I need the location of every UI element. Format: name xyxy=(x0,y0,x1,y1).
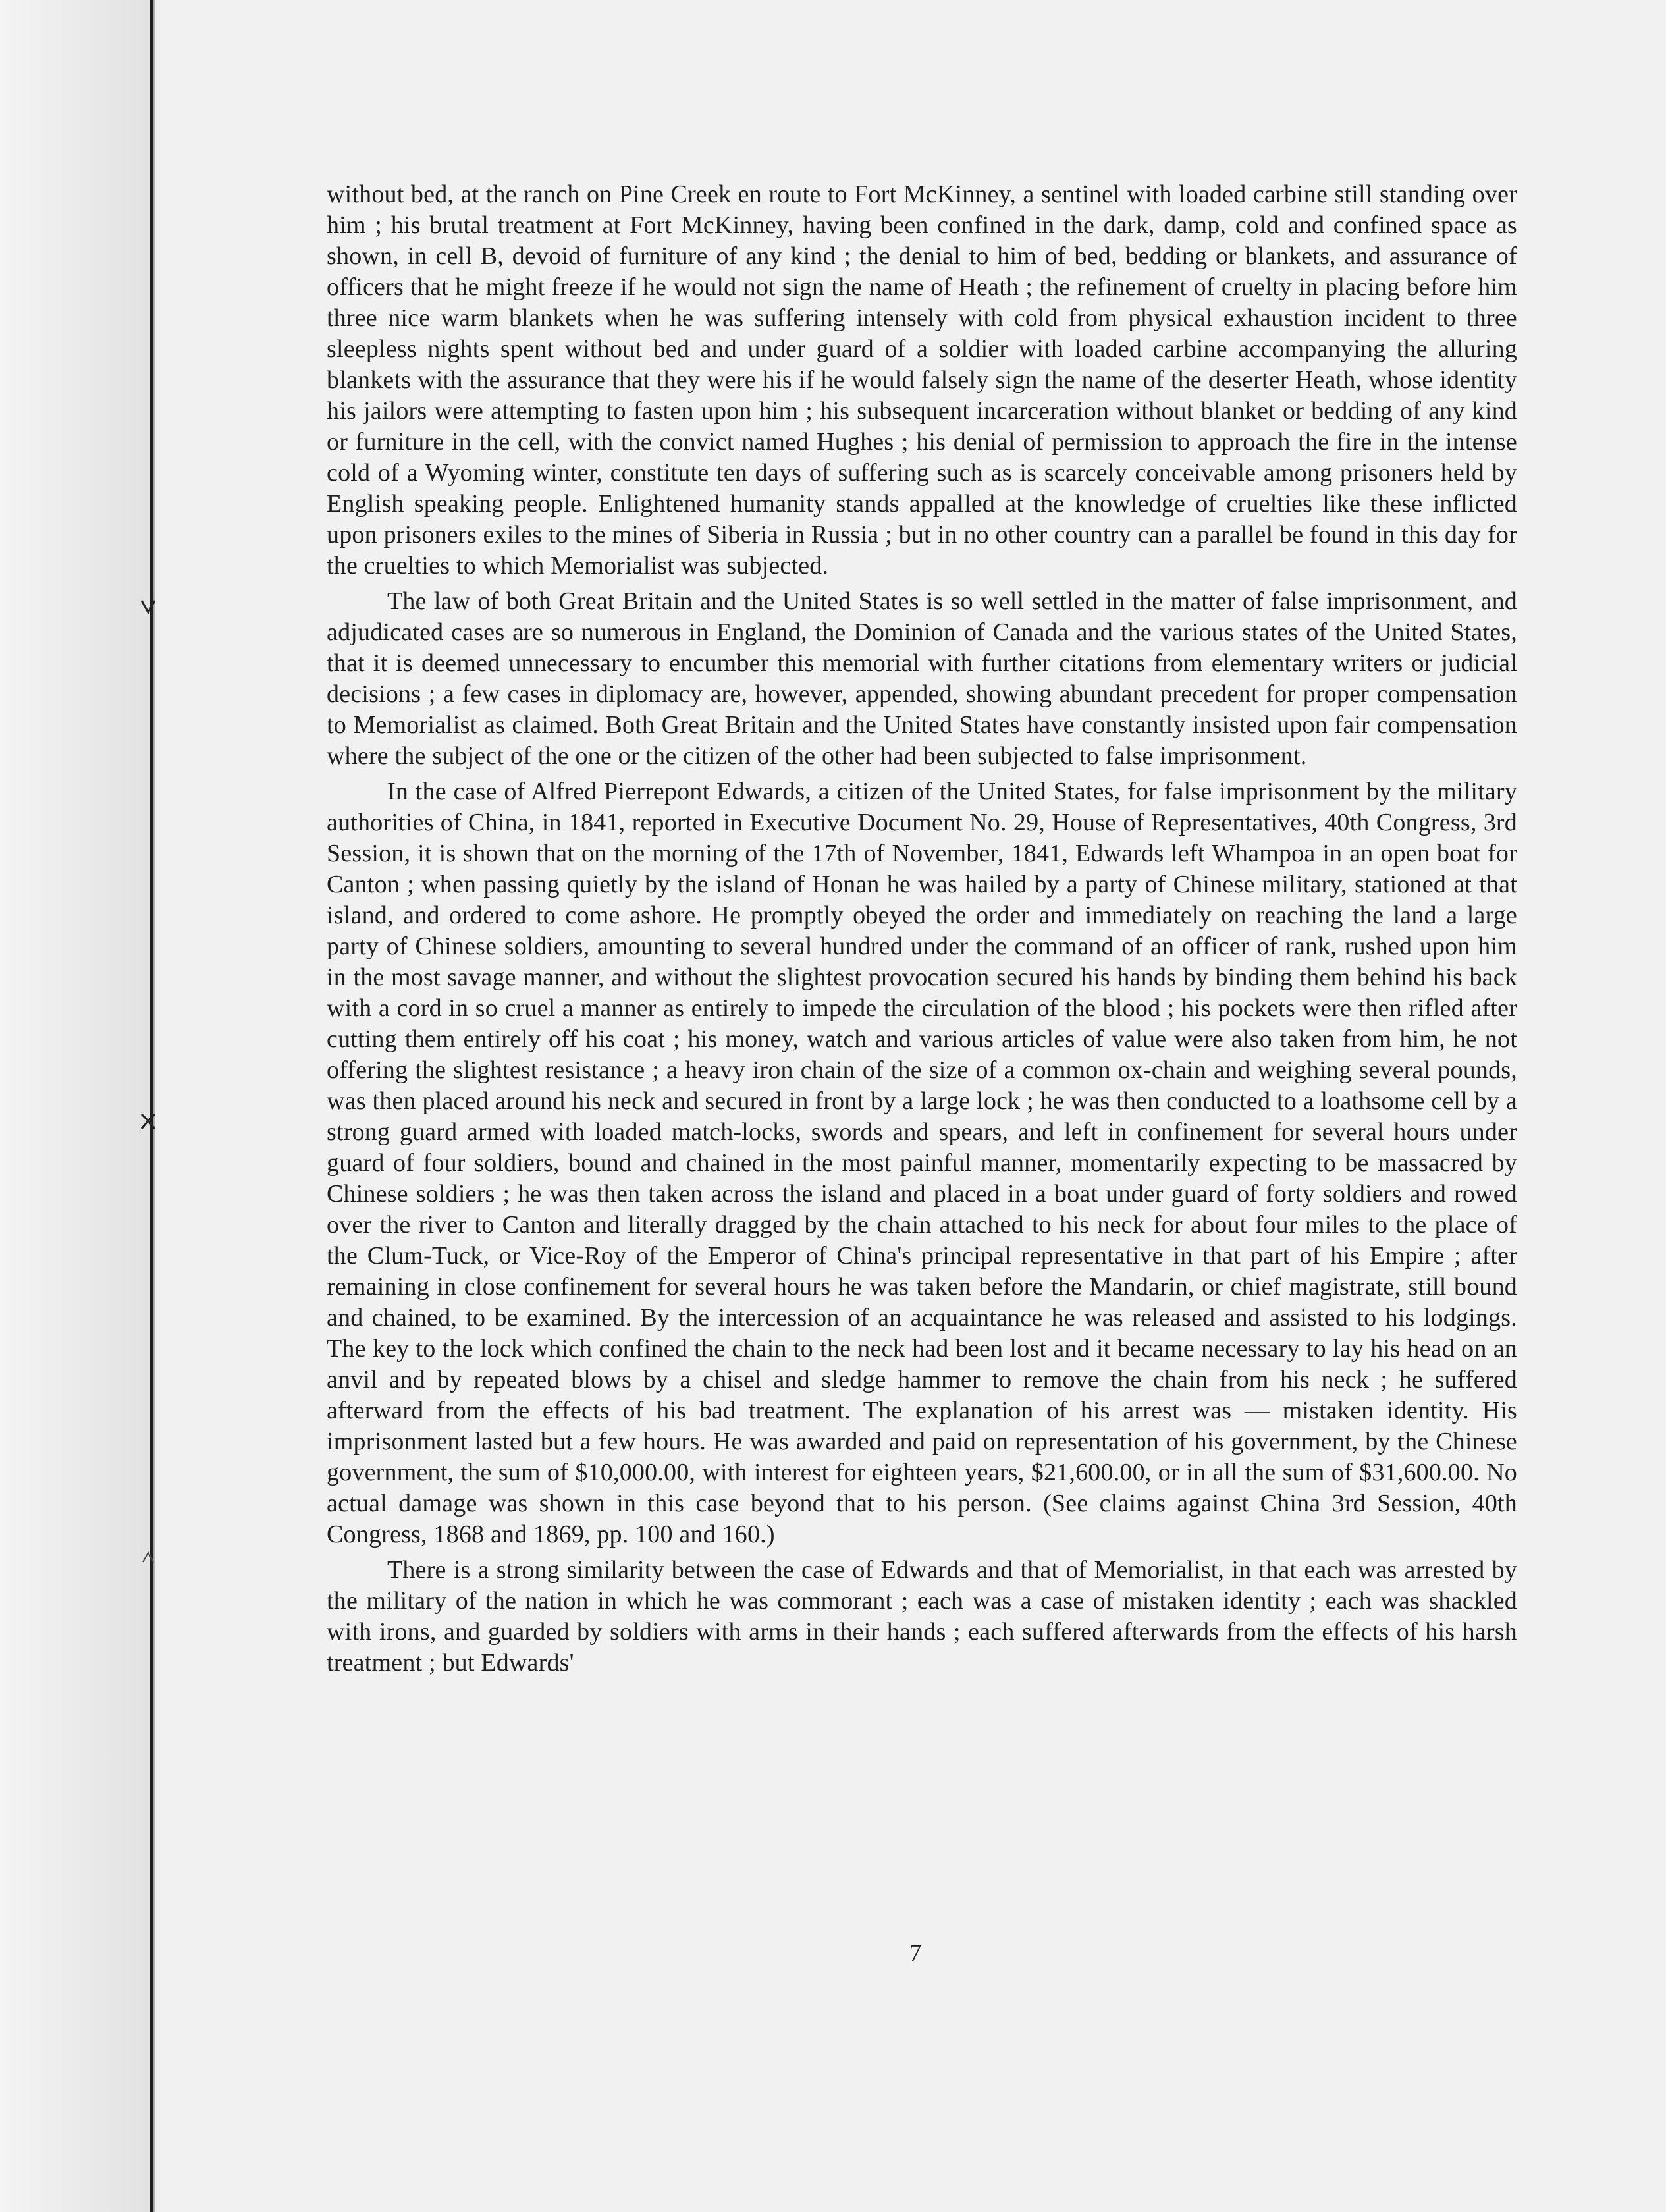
document-body xyxy=(327,179,1517,1679)
page-number: 7 xyxy=(909,1939,922,1967)
binding-thread-mark xyxy=(140,1113,157,1130)
paragraph-3: In the case of Alfred Pierrepont Edwards, a citizen of the United States, for false imprisonment by the military authorities of China, in 1841, reported in Executive Document No. 29, House of Representatives, 40th Congress, 3rd Session, it is shown that on the morning of the 17th of November, 1841, Edwards left Whampoa in an open boat for Canton ; when passing quietly by the island of Honan he was hailed by a party of Chinese military, stationed at that island, and ordered to come ashore. He promptly obeyed the order and immediately on reaching the land a large party of Chinese soldiers, amounting to several hundred under the command of an officer of rank, rushed upon him in the most savage manner, and without the slightest provocation secured his hands by binding them behind his back with a cord in so cruel a manner as entirely to impede the circulation of the blood ; his pockets were then rifled after cutting them entirely off his coat ; his money, watch and various articles of value were also taken from him, he not offering the slightest resistance ; a heavy iron chain of the size of a common ox-chain and weighing several pounds, was then placed around his neck and secured in front by a large lock ; he was then conducted to a loathsome cell by a strong guard armed with loaded match-locks, swords and spears, and left in confinement for several hours under guard of four soldiers, bound and chained in the most painful manner, momentarily expecting to be massacred by Chinese soldiers ; he was then taken across the island and placed in a boat under guard of forty soldiers and rowed over the river to Canton and literally dragged by the chain attached to his neck for about four miles to the place of the Clum-Tuck, or Vice-Roy of the Emperor of China's principal representative in that part of his Empire ; after remaining in close confinement for several hours he was taken before the Mandarin, or chief magistrate, still bound and chained, to be examined. By the intercession of an acquaintance he was released and assisted to his lodgings. The key to the lock which confined the chain to the neck had been lost and it became necessary to lay his head on an anvil and by repeated blows by a chisel and sledge hammer to remove the chain from his neck ; he suffered afterward from the effects of his bad treatment. The explanation of his arrest was — mistaken identity. His imprisonment lasted but a few hours. He was awarded and paid on representation of his government, by the Chinese government, the sum of $10,000.00, with interest for eighteen years, $21,600.00, or in all the sum of $31,600.00. No actual damage was shown in this case beyond that to his person. (See claims against China 3rd Session, 40th Congress, 1868 and 1869, pp. 100 and 160.) xyxy=(327,778,1517,1548)
binding-thread-mark xyxy=(140,598,157,615)
paragraph-2: The law of both Great Britain and the United States is so well settled in the matter of false imprisonment, and adjudicated cases are so numerous in England, the Dominion of Canada and the various states of the United States, that it is deemed unnecessary to encumber this memorial with further citations from elementary writers or judicial decisions ; a few cases in diplomacy are, however, appended, showing abundant precedent for proper compensation to Memorialist as claimed. Both Great Britain and the United States have constantly insisted upon fair compensation where the subject of the one or the citizen of the other had been subjected to false imprisonment. xyxy=(327,587,1517,770)
left-margin xyxy=(0,0,150,2212)
paragraph-1: without bed, at the ranch on Pine Creek en route to Fort McKinney, a sentinel with loaded carbine still standing over him ; his brutal treatment at Fort McKinney, having been confined in the dark, damp, cold and confined space as shown, in cell B, devoid of furniture of any kind ; the denial to him of bed, bedding or blankets, and assurance of officers that he might freeze if he would not sign the name of Heath ; the refinement of cruelty in placing before him three nice warm blankets when he was suffering intensely with cold from physical exhaustion incident to three sleepless nights spent without bed and under guard of a soldier with loaded carbine accompanying the alluring blankets with the assurance that they were his if he would falsely sign the name of the deserter Heath, whose identity his jailors were attempting to fasten upon him ; his subsequent incarceration without blanket or bedding of any kind or furniture in the cell, with the convict named Hughes ; his denial of permission to approach the fire in the intense cold of a Wyoming winter, constitute ten days of suffering such as is scarcely conceivable among prisoners held by English speaking people. Enlightened humanity stands appalled at the knowledge of cruelties like these inflicted upon prisoners exiles to the mines of Siberia in Russia ; but in no other country can a parallel be found in this day for the cruelties to which Memorialist was subjected. xyxy=(327,180,1517,580)
paragraph-4: There is a strong similarity between the case of Edwards and that of Memorialist, in that each was arrested by the military of the nation in which he was commorant ; each was a case of mistaken identity ; each was shackled with irons, and guarded by soldiers with arms in their hands ; each suffered afterwards from the effects of his harsh treatment ; but Edwards' xyxy=(327,1556,1517,1677)
binding-thread-mark xyxy=(140,1549,157,1566)
